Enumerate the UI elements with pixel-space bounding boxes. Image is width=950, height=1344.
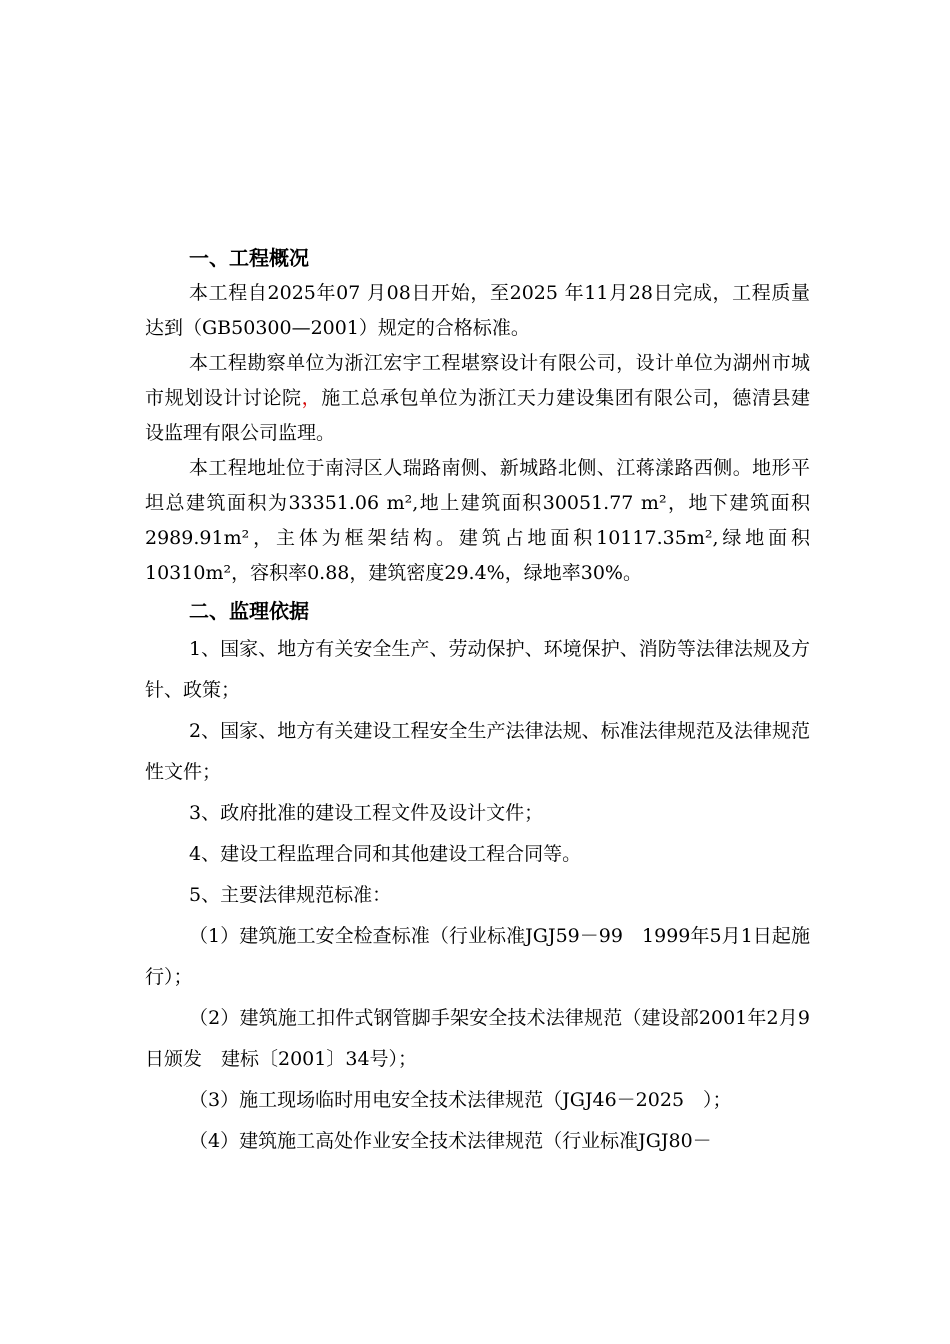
document-page [145,240,810,1162]
paragraph-site: 本工程地址位于南浔区人瑞路南侧、新城路北侧、江蒋漾路西侧。地形平坦总建筑面积为33351.06 m²,地上建筑面积30051.77 m²，地下建筑面积2989.91m²，主体为框架结构。建筑占地面积10117.35m²,绿地面积10310m²，容积率0.88，建筑密度29.4%，绿地率30%。 [145,457,810,584]
basis-item: 5、主要法律规范标准： [189,884,392,906]
basis-item: 1、国家、地方有关安全生产、劳动保护、环境保护、消防等法律法规及方针、政策； [145,638,810,701]
paragraph-schedule: 本工程自2025年07 月08日开始，至2025 年11月28日完成，工程质量达到（GB50300—2001）规定的合格标准。 [145,282,810,339]
standard-item: （2）建筑施工扣件式钢管脚手架安全技术法律规范（建设部2001年2月9日颁发 建标〔2001〕34号）； [145,1007,810,1070]
standard-item: （4）建筑施工高处作业安全技术法律规范（行业标准JGJ80－ [189,1130,712,1152]
standard-item: （1）建筑施工安全检查标准（行业标准JGJ59－99 1999年5月1日起施行）； [145,925,810,988]
basis-item: 2、国家、地方有关建设工程安全生产法律法规、标准法律规范及法律规范性文件； [145,720,810,783]
basis-item: 4、建设工程监理合同和其他建设工程合同等。 [189,843,582,865]
basis-item: 3、政府批准的建设工程文件及设计文件； [189,802,544,824]
red-comma: ， [301,387,322,409]
units-text-a: 本工程勘察单位为浙江宏宇工程堪察设计有限公司，设计单位为湖州市城市规划设计讨论院 [145,352,810,409]
paragraph-units [145,346,810,451]
section-heading-basis: 二、监理依据 [189,599,309,623]
standard-item: （3）施工现场临时用电安全技术法律规范（JGJ46－2025 ）； [189,1089,732,1111]
units-text-b: 施工总承包单位为浙江天力建设集团有限公司，德清县建设监理有限公司监理。 [145,387,810,444]
section-heading-overview: 一、工程概况 [189,246,309,270]
